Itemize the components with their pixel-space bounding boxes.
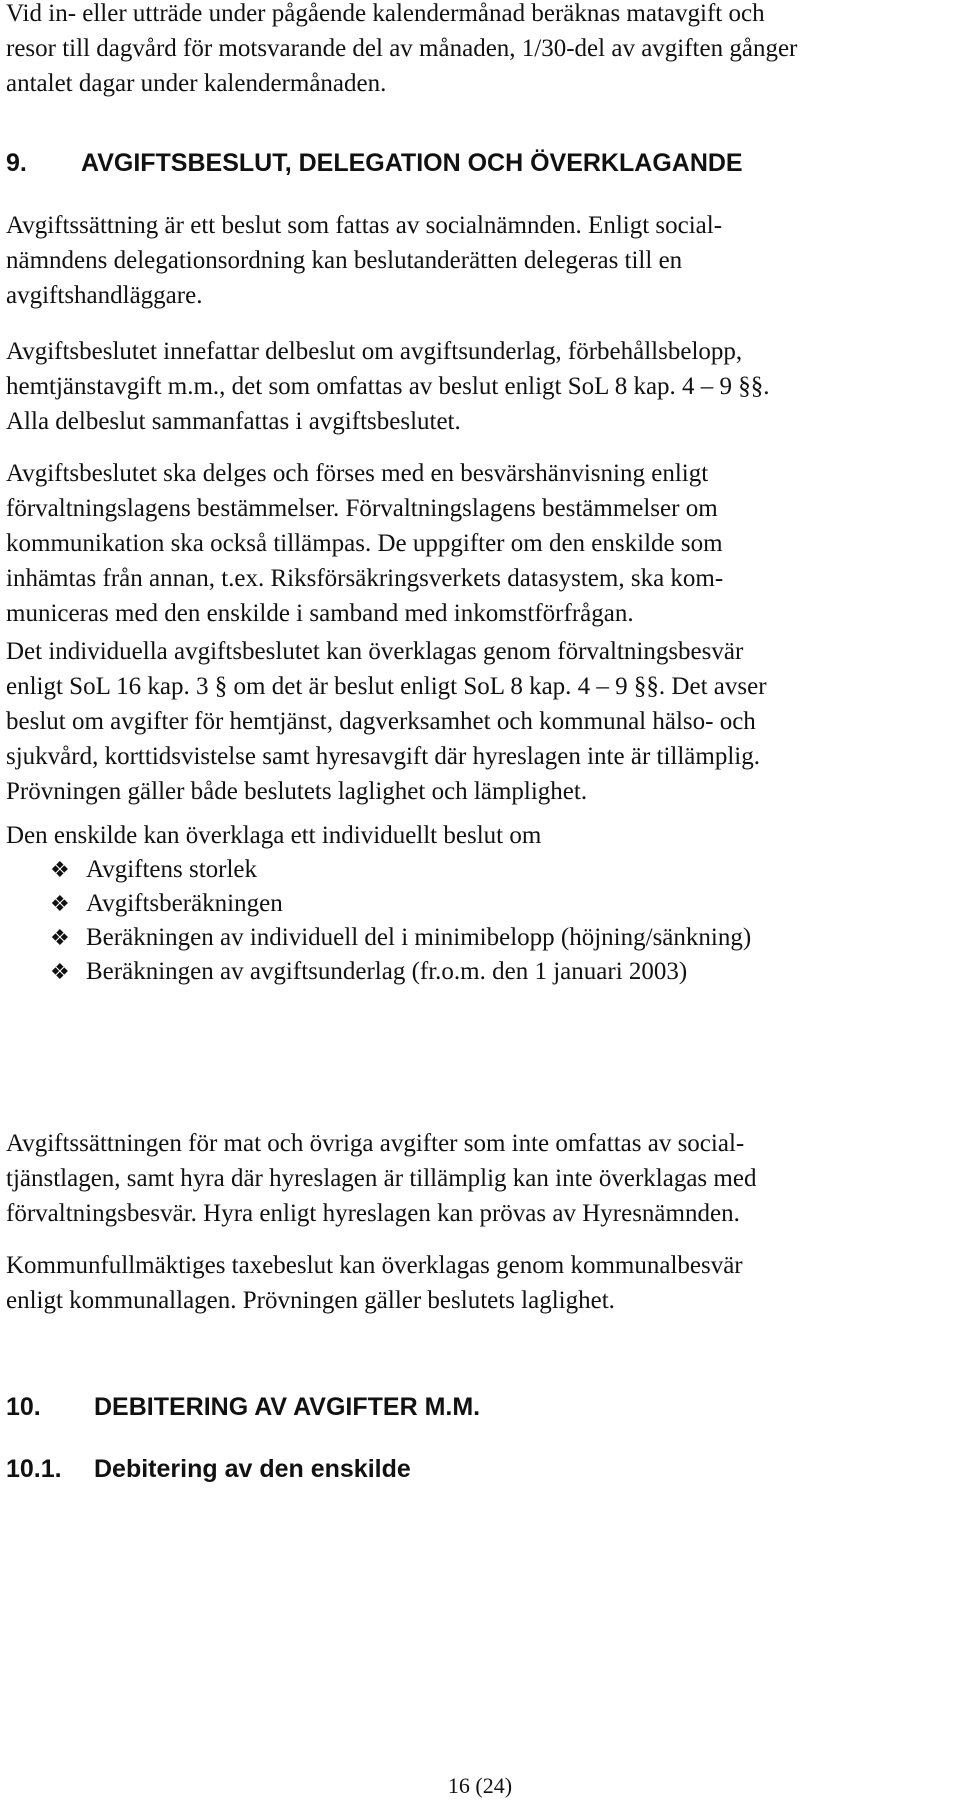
section-title: DEBITERING AV AVGIFTER M.M. (94, 1393, 481, 1421)
section-title: Debitering av den enskilde (94, 1455, 411, 1483)
text-line: beslut om avgifter för hemtjänst, dagverksamhet och kommunal hälso- och (6, 708, 756, 735)
text-line: enligt SoL 16 kap. 3 § om det är beslut enligt SoL 8 kap. 4 – 9 §§. Det avser (6, 673, 767, 700)
text-line: inhämtas från annan, t.ex. Riksförsäkringsverkets datasystem, ska kom- (6, 565, 724, 592)
text-line: antalet dagar under kalendermånaden. (6, 70, 387, 97)
text-line: avgiftshandläggare. (6, 282, 203, 309)
paragraph-enskilde-overklaga (6, 818, 956, 853)
section-number: 10. (6, 1393, 41, 1421)
text-line: Avgiftsbeslutet ska delges och förses med en besvärshänvisning enligt (6, 460, 709, 487)
text-line: enligt kommunallagen. Prövningen gäller beslutets laglighet. (6, 1287, 615, 1314)
text-line: kommunikation ska också tillämpas. De uppgifter om den enskilde som (6, 530, 723, 557)
text-line: resor till dagvård för motsvarande del av månaden, 1/30-del av avgiften gånger (6, 35, 798, 62)
paragraph-overklagande (6, 634, 956, 809)
section-title: AVGIFTSBESLUT, DELEGATION OCH ÖVERKLAGANDE (81, 149, 743, 177)
text-line: förvaltningsbesvär. Hyra enligt hyreslagen kan prövas av Hyresnämnden. (6, 1200, 740, 1227)
text-line: Den enskilde kan överklaga ett individuellt beslut om (6, 822, 542, 849)
text-line: sjukvård, korttidsvistelse samt hyresavgift där hyreslagen inte är tillämplig. (6, 743, 760, 770)
section-number: 10.1. (6, 1455, 62, 1483)
diamond-bullet-icon: ❖ (50, 960, 70, 985)
page-number: 16 (24) (447, 1773, 513, 1798)
list-item (50, 920, 751, 956)
section-10-1-heading (6, 1452, 411, 1487)
intro-paragraph (6, 0, 956, 101)
diamond-bullet-icon: ❖ (50, 926, 70, 951)
section-9-heading (6, 146, 743, 181)
list-item (50, 886, 283, 922)
text-line: Avgiftssättning är ett beslut som fattas av socialnämnden. Enligt social- (6, 212, 723, 239)
list-item-text: Avgiftsberäkningen (86, 890, 283, 917)
text-line: Kommunfullmäktiges taxebeslut kan överklagas genom kommunalbesvär (6, 1252, 743, 1279)
text-line: Vid in- eller utträde under pågående kalendermånad beräknas matavgift och (6, 0, 765, 27)
text-line: hemtjänstavgift m.m., det som omfattas av beslut enligt SoL 8 kap. 4 – 9 §§. (6, 373, 770, 400)
text-line: Det individuella avgiftsbeslutet kan överklagas genom förvaltningsbesvär (6, 638, 744, 665)
text-line: Prövningen gäller både beslutets laglighet och lämplighet. (6, 778, 588, 805)
paragraph-avgiftssattning (6, 208, 956, 313)
paragraph-taxebeslut (6, 1248, 956, 1318)
text-line: Alla delbeslut sammanfattas i avgiftsbeslutet. (6, 408, 461, 435)
list-item-text: Beräkningen av individuell del i minimibelopp (höjning/sänkning) (86, 924, 752, 951)
text-line: Avgiftssättningen för mat och övriga avgifter som inte omfattas av social- (6, 1130, 745, 1157)
paragraph-avgiftsbeslutet-innefattar (6, 334, 956, 439)
list-item-text: Avgiftens storlek (86, 856, 258, 883)
paragraph-mat-ovriga-avgifter (6, 1126, 956, 1231)
text-line: förvaltningslagens bestämmelser. Förvaltningslagens bestämmelser om (6, 495, 718, 522)
text-line: nämndens delegationsordning kan beslutanderätten delegeras till en (6, 247, 683, 274)
list-item (50, 954, 687, 990)
list-item-text: Beräkningen av avgiftsunderlag (fr.o.m. den 1 januari 2003) (86, 958, 688, 985)
section-number: 9. (6, 149, 27, 177)
text-line: municeras med den enskilde i samband med inkomstförfrågan. (6, 600, 634, 627)
list-item (50, 852, 257, 888)
text-line: Avgiftsbeslutet innefattar delbeslut om avgiftsunderlag, förbehållsbelopp, (6, 338, 743, 365)
section-10-heading (6, 1390, 480, 1425)
diamond-bullet-icon: ❖ (50, 858, 70, 883)
text-line: tjänstlagen, samt hyra där hyreslagen är tillämplig kan inte överklagas med (6, 1165, 757, 1192)
diamond-bullet-icon: ❖ (50, 892, 70, 917)
paragraph-delges (6, 456, 956, 631)
